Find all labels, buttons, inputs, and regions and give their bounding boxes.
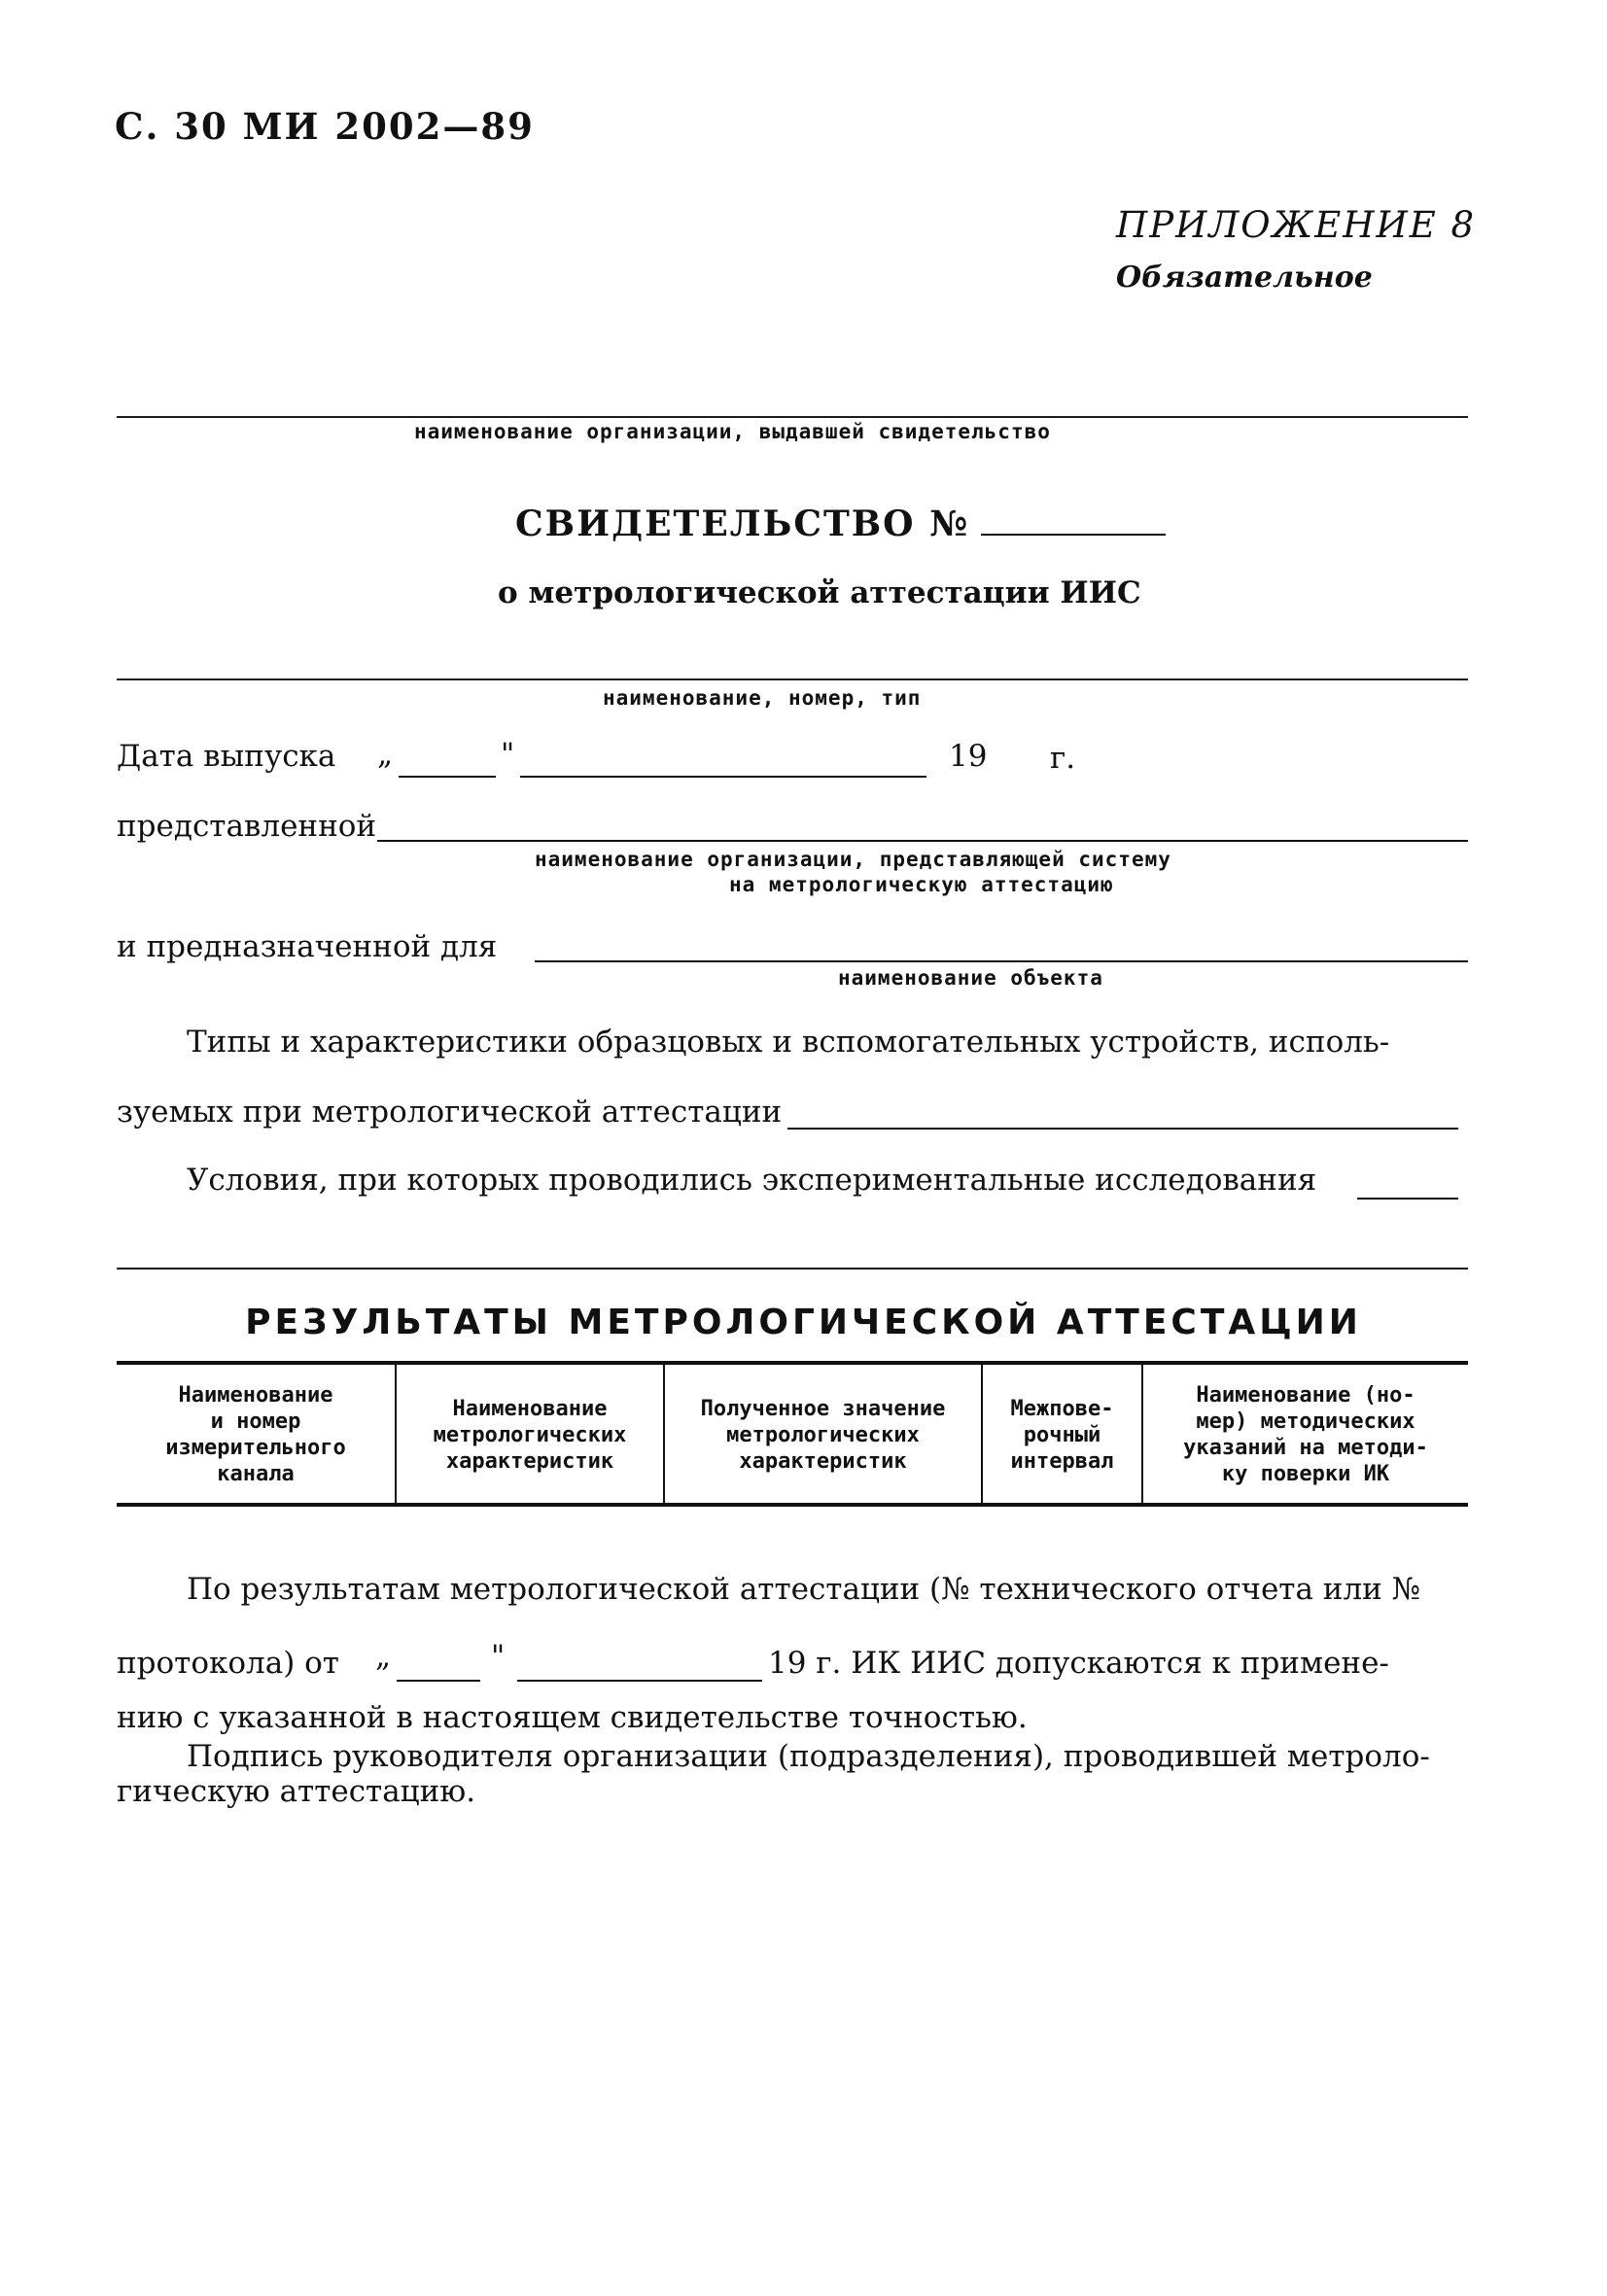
page-code: С. 30 МИ 2002—89	[115, 105, 535, 148]
conditions-field[interactable]	[1357, 1198, 1458, 1200]
date-month-field[interactable]	[520, 776, 926, 778]
date-label: Дата выпуска	[117, 739, 336, 774]
intended-object-field[interactable]	[535, 960, 1468, 962]
org-name-caption: наименование организации, выдавшей свидетельство	[414, 420, 1051, 443]
conclusion-line-2a: протокола) от	[117, 1646, 339, 1681]
results-title: РЕЗУЛЬТАТЫ МЕТРОЛОГИЧЕСКОЙ АТТЕСТАЦИИ	[245, 1303, 1362, 1342]
types-field[interactable]	[787, 1128, 1458, 1130]
date-quote-close: "	[501, 737, 515, 772]
protocol-day-field[interactable]	[397, 1680, 480, 1682]
appendix-label: ПРИЛОЖЕНИЕ 8	[1116, 204, 1477, 246]
date-day-field[interactable]	[399, 776, 496, 778]
certificate-number-field[interactable]	[981, 506, 1166, 536]
org-name-line[interactable]	[117, 416, 1468, 418]
conclusion-date-quote-open: „	[375, 1639, 392, 1674]
system-name-caption: наименование, номер, тип	[603, 686, 922, 710]
types-line-1: Типы и характеристики образцовых и вспомогательных устройств, исполь-	[187, 1025, 1390, 1060]
col-obtained-value: Полученное значение метрологических характеристик	[664, 1363, 982, 1505]
signature-line-2: гическую аттестацию.	[117, 1774, 476, 1809]
presented-caption-1: наименование организации, представляющей систему	[535, 848, 1171, 871]
system-name-line[interactable]	[117, 678, 1468, 680]
certificate-title-text: СВИДЕТЕЛЬСТВО №	[515, 504, 970, 544]
conclusion-line-3: нию с указанной в настоящем свидетельстве точностью.	[117, 1700, 1028, 1735]
col-verification-interval: Межпове- рочный интервал	[982, 1363, 1142, 1505]
types-line-2: зуемых при метрологической аттестации	[117, 1095, 783, 1130]
certificate-subtitle: о метрологической аттестации ИИС	[498, 575, 1141, 610]
protocol-month-field[interactable]	[517, 1680, 762, 1682]
conclusion-line-1: По результатам метрологической аттестации (№ технического отчета или №	[187, 1572, 1420, 1607]
intended-caption: наименование объекта	[838, 966, 1103, 990]
date-quote-open: „	[377, 737, 394, 772]
col-method-instructions: Наименование (но- мер) методических указаний на методи- ку поверки ИК	[1142, 1363, 1468, 1505]
certificate-title	[515, 504, 1166, 544]
date-year-suffix: г.	[1050, 741, 1076, 776]
intended-label: и предназначенной для	[117, 929, 498, 964]
obligatory-label: Обязательное	[1116, 261, 1373, 295]
conclusion-date-quote-close: "	[491, 1639, 506, 1674]
conditions-continuation-line[interactable]	[117, 1268, 1468, 1270]
col-characteristics-name: Наименование метрологических характеристик	[396, 1363, 664, 1505]
presented-org-field[interactable]	[377, 840, 1468, 842]
conditions-text: Условия, при которых проводились экспериментальные исследования	[187, 1163, 1317, 1198]
col-channel-name: Наименование и номер измерительного канала	[165, 1383, 346, 1486]
results-header-row	[117, 1363, 1468, 1505]
presented-label: представленной	[117, 809, 377, 844]
date-year-prefix: 19	[949, 739, 988, 774]
conclusion-line-2b: 19 г. ИК ИИС допускаются к примене-	[768, 1646, 1389, 1681]
results-table	[117, 1361, 1468, 1507]
presented-caption-2: на метрологическую аттестацию	[729, 873, 1114, 896]
signature-line-1: Подпись руководителя организации (подразделения), проводившей метроло-	[187, 1739, 1430, 1774]
